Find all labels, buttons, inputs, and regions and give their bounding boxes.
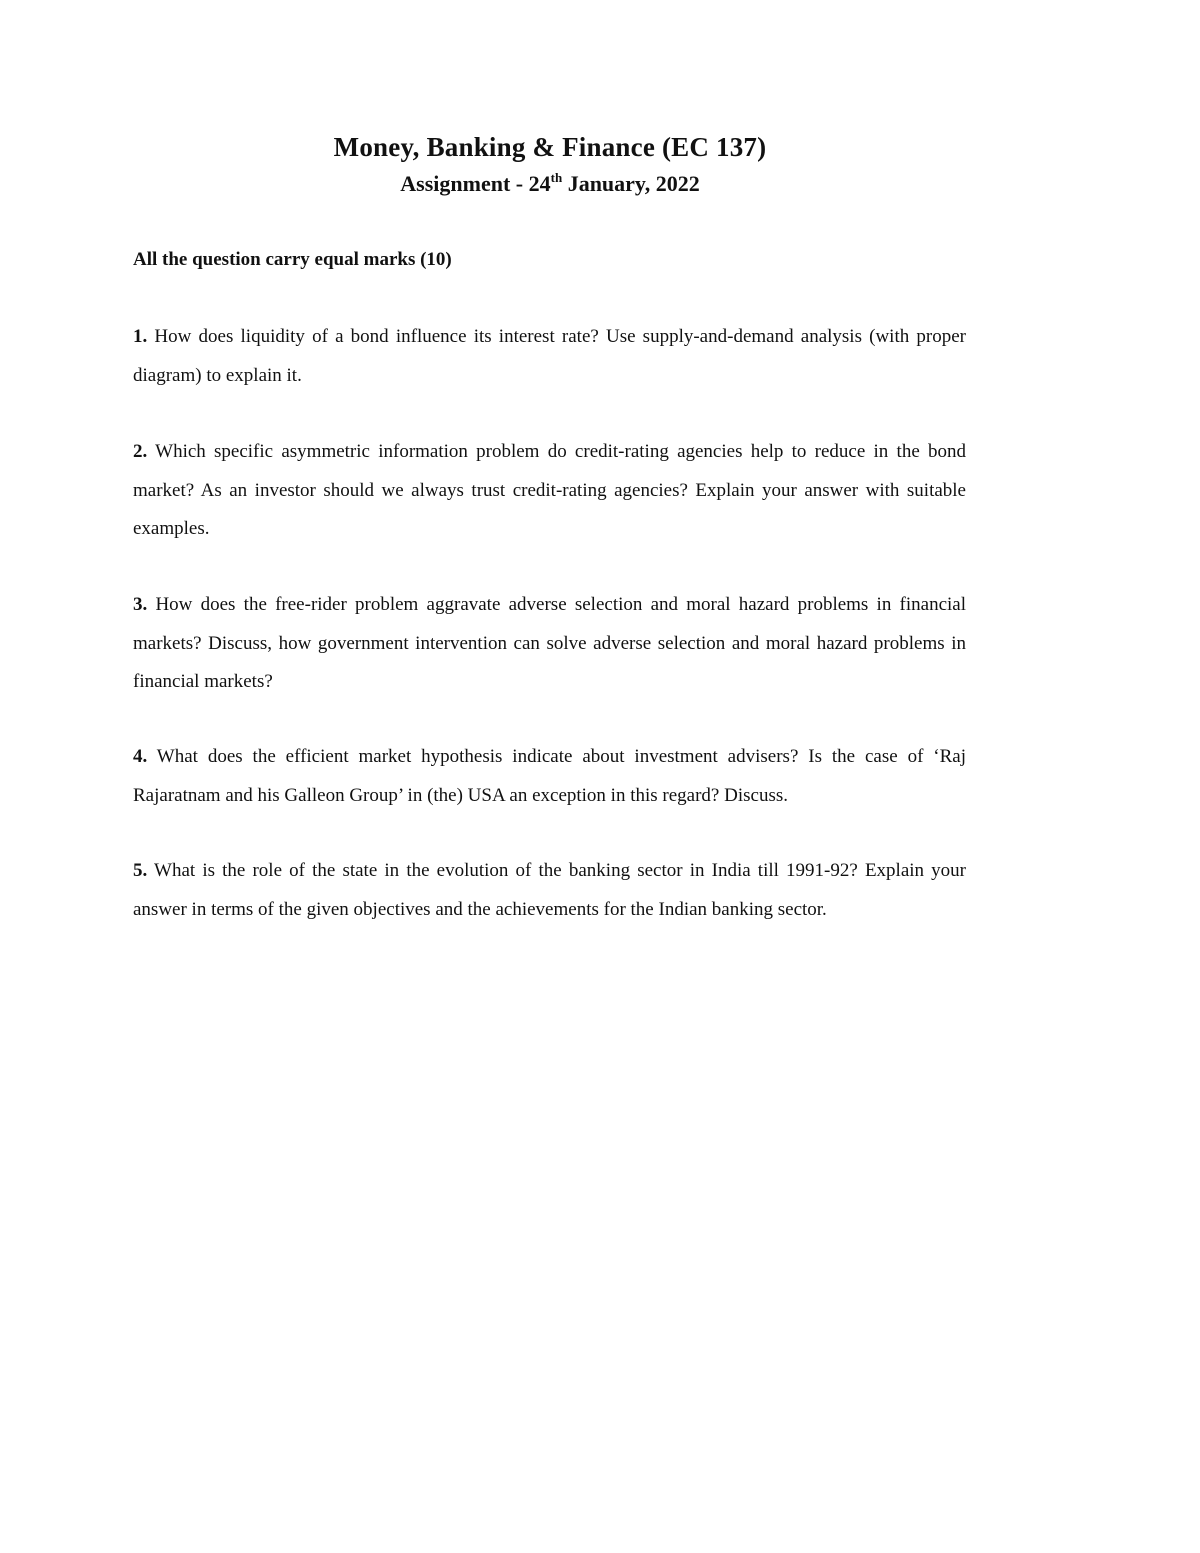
question-4 <box>133 738 966 815</box>
question-number: 4. <box>133 746 148 767</box>
question-text: What is the role of the state in the evolution of the banking sector in India till 1991-92? Explain your answer in terms of the given objectives and the achievements for the Indian banking sector. <box>133 860 966 920</box>
document-title: Money, Banking & Finance (EC 137) <box>333 132 767 162</box>
question-number: 3. <box>133 594 148 615</box>
question-text: How does liquidity of a bond influence its interest rate? Use supply-and-demand analysis (with proper diagram) to explain it. <box>133 326 966 386</box>
subtitle-superscript: th <box>550 170 563 185</box>
question-1 <box>133 318 966 395</box>
question-3 <box>133 586 966 702</box>
question-number: 2. <box>133 441 148 462</box>
marks-instruction: All the question carry equal marks (10) <box>133 249 452 270</box>
question-2 <box>133 433 966 549</box>
document-subtitle <box>0 171 1100 197</box>
subtitle-prefix: Assignment - 24 <box>400 171 551 196</box>
question-text: Which specific asymmetric information problem do credit-rating agencies help to reduce in the bond market? As an investor should we always trust credit-rating agencies? Explain your answer with suitable examples. <box>133 441 966 539</box>
question-number: 1. <box>133 326 148 347</box>
question-5 <box>133 852 966 929</box>
question-text: What does the efficient market hypothesis indicate about investment advisers? Is the case of ‘Raj Rajaratnam and his Galleon Group’ in (the) USA an exception in this regard? Discuss. <box>133 746 966 806</box>
subtitle-suffix: January, 2022 <box>562 171 700 196</box>
question-number: 5. <box>133 860 148 881</box>
question-text: How does the free-rider problem aggravate adverse selection and moral hazard problems in financial markets? Discuss, how government intervention can solve adverse selection and moral hazard problems in financial markets? <box>133 594 966 692</box>
